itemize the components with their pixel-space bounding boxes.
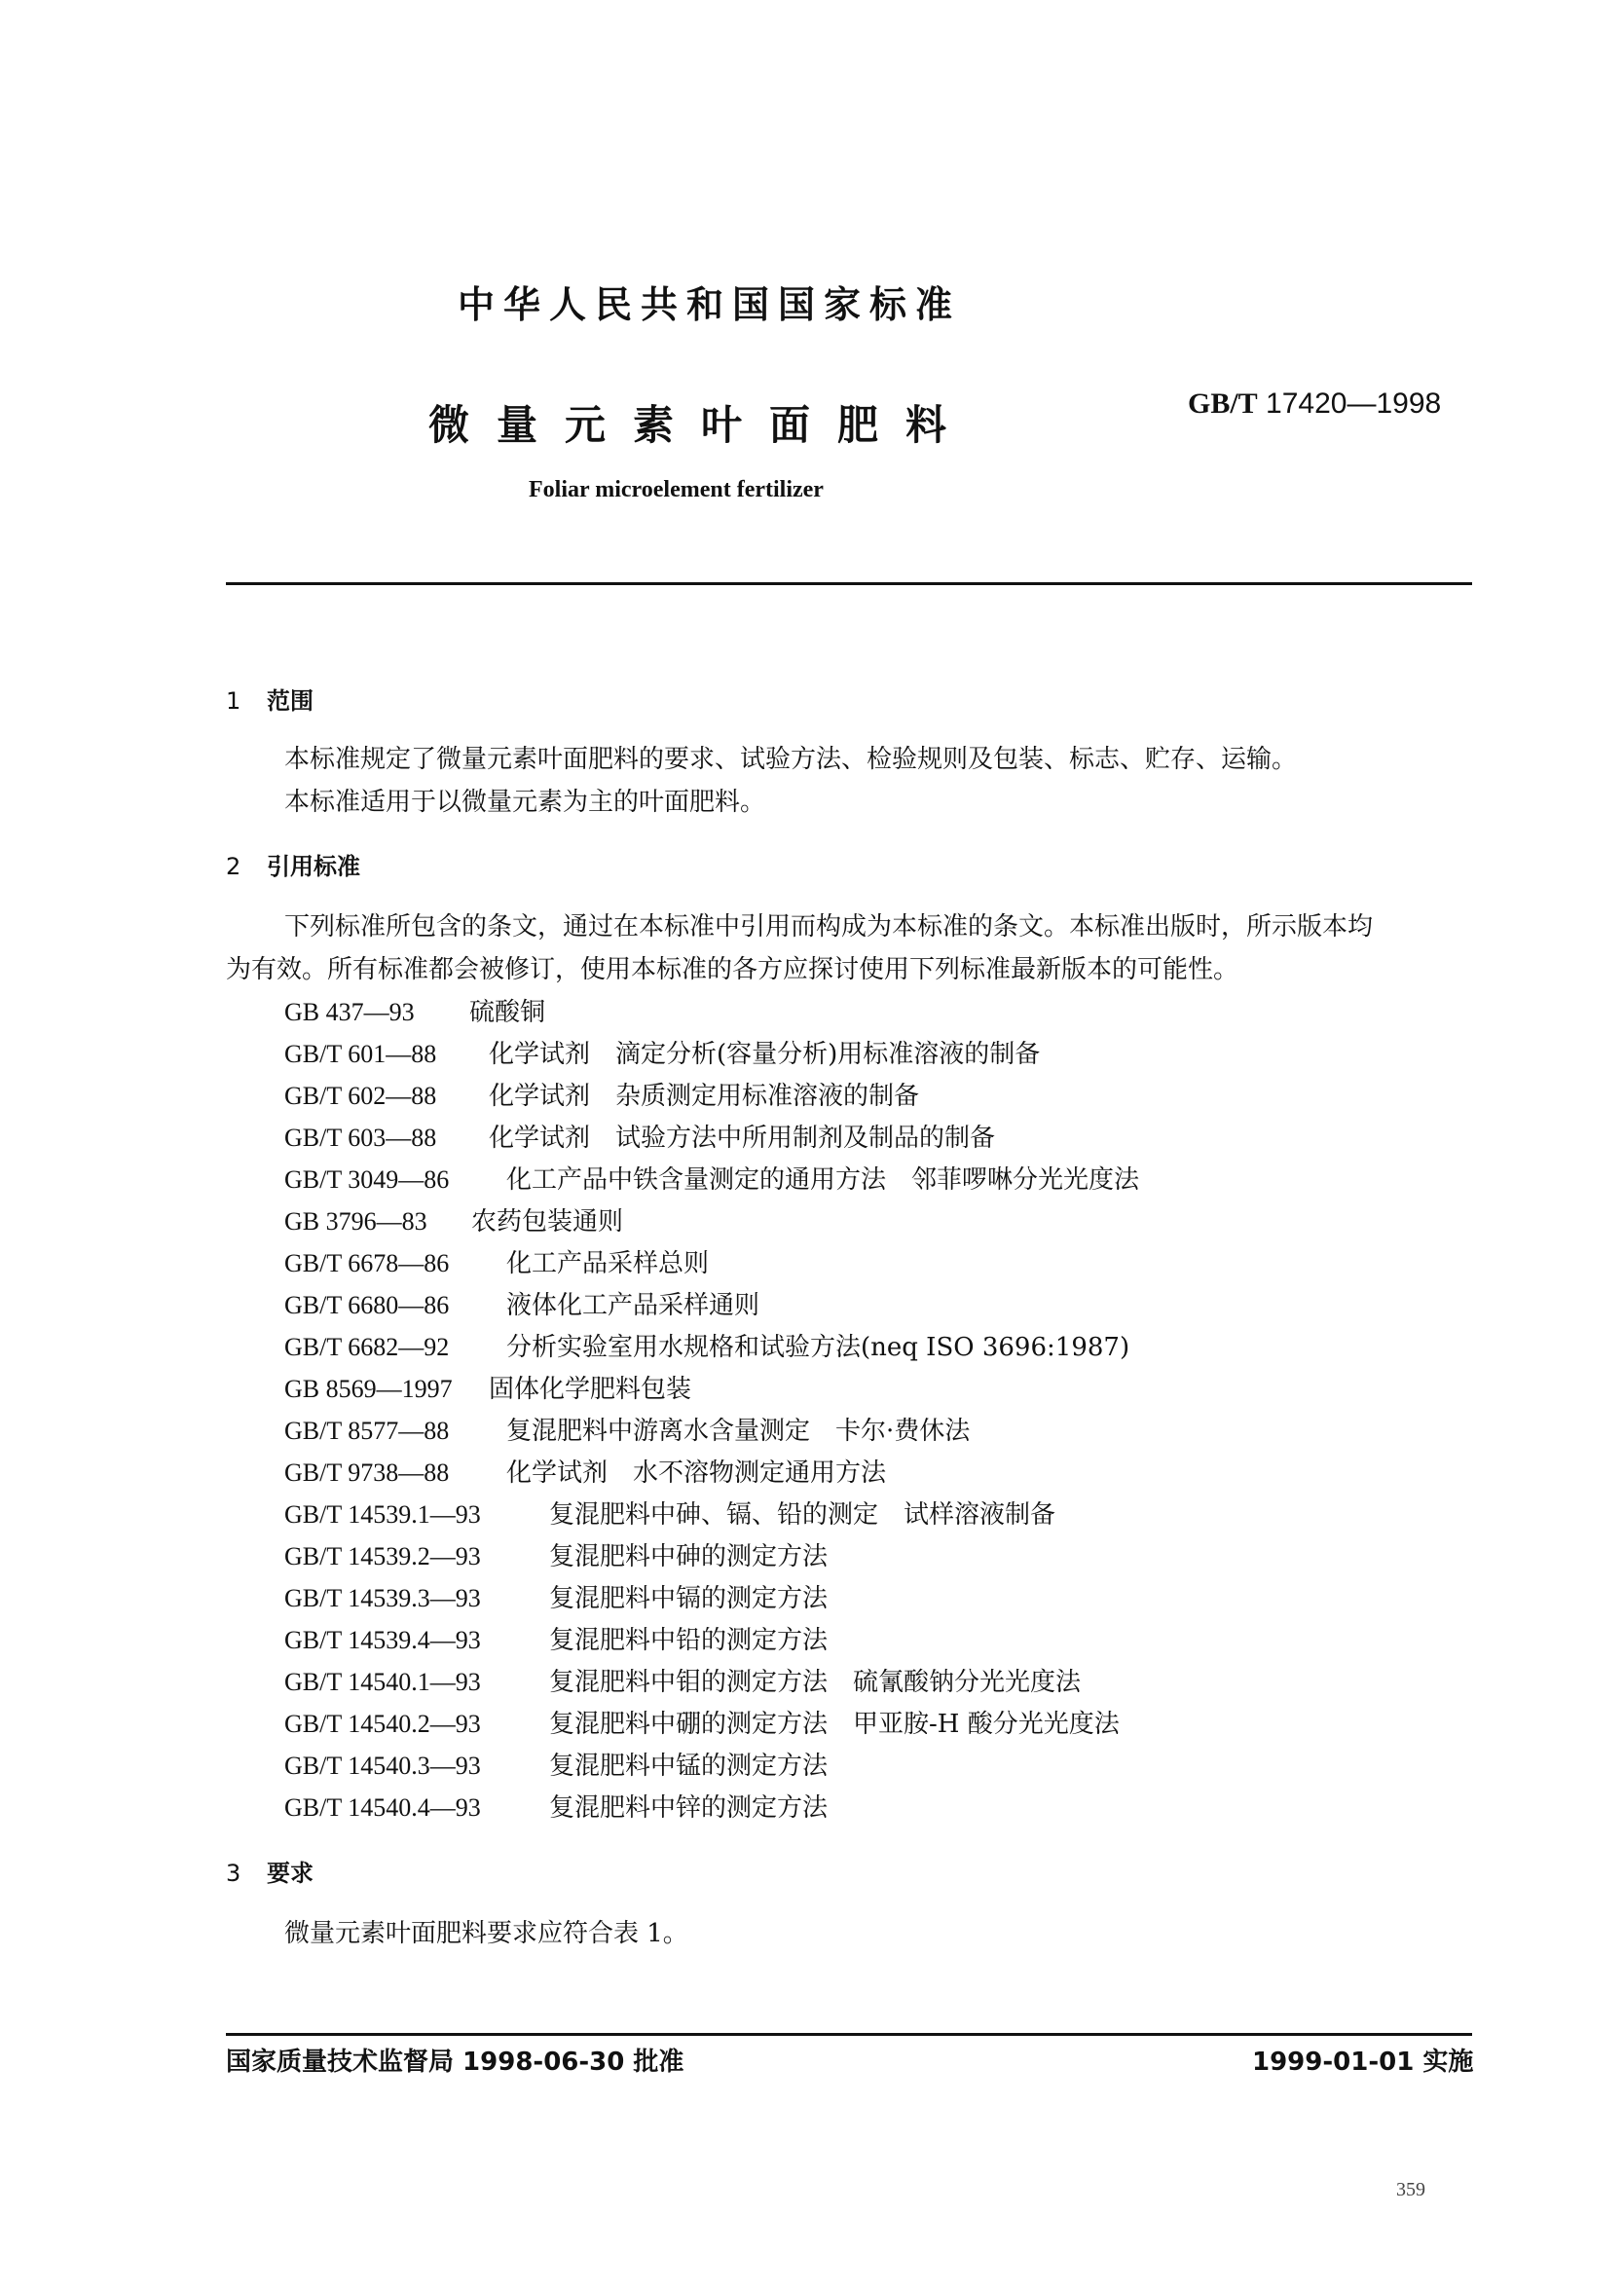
reference-code: GB/T 14539.4—93: [284, 1626, 481, 1654]
reference-code: GB/T 9738—88: [284, 1458, 450, 1487]
reference-item: [284, 1661, 1081, 1704]
reference-title: 复混肥料中硼的测定方法 甲亚胺-H 酸分光光度法: [549, 1710, 1120, 1739]
reference-item: [284, 1075, 919, 1118]
section-1-number: 1: [226, 687, 241, 715]
english-title: Foliar microelement fertilizer: [529, 477, 824, 502]
reference-title: 化工产品采样总则: [506, 1249, 710, 1278]
reference-code: GB/T 14539.3—93: [284, 1584, 481, 1612]
reference-code: GB/T 8577—88: [284, 1417, 450, 1445]
reference-code: GB/T 14539.1—93: [284, 1500, 481, 1529]
section-2-title: 引用标准: [267, 853, 360, 880]
reference-item: [284, 1494, 1055, 1536]
reference-item: [284, 1242, 709, 1285]
reference-code: GB/T 3049—86: [284, 1165, 450, 1194]
section-1-paragraph-1: 本标准规定了微量元素叶面肥料的要求、试验方法、检验规则及包装、标志、贮存、运输。: [284, 745, 1298, 774]
reference-code: GB 437—93: [284, 998, 415, 1026]
reference-item: [284, 1452, 886, 1495]
section-3-title: 要求: [267, 1860, 314, 1887]
reference-item: [284, 1159, 1139, 1201]
reference-item: [284, 1410, 970, 1453]
reference-title: 复混肥料中镉的测定方法: [549, 1584, 829, 1613]
section-3-heading: [226, 1854, 314, 1888]
reference-title: 分析实验室用水规格和试验方法(neq ISO 3696:1987): [506, 1333, 1130, 1362]
reference-title: 复混肥料中砷的测定方法: [549, 1542, 829, 1571]
reference-title: 化工产品中铁含量测定的通用方法 邻菲啰啉分光光度法: [506, 1165, 1140, 1195]
section-2-number: 2: [226, 853, 241, 880]
section-3-paragraph-1: 微量元素叶面肥料要求应符合表 1。: [284, 1919, 688, 1948]
section-1-heading: [226, 682, 314, 716]
standard-code-prefix: GB/T: [1188, 388, 1258, 420]
reference-item: [284, 1117, 995, 1160]
section-1-paragraph-2: 本标准适用于以微量元素为主的叶面肥料。: [284, 788, 766, 817]
reference-code: GB/T 14540.2—93: [284, 1710, 481, 1738]
reference-title: 农药包装通则: [471, 1207, 624, 1237]
reference-title: 复混肥料中铅的测定方法: [549, 1626, 829, 1655]
approval-date: 国家质量技术监督局 1998-06-30 批准: [226, 2048, 684, 2077]
reference-item: [284, 1745, 828, 1788]
reference-title: 复混肥料中游离水含量测定 卡尔·费休法: [506, 1417, 971, 1446]
reference-code: GB/T 601—88: [284, 1040, 437, 1068]
page-number: 359: [1396, 2179, 1425, 2200]
reference-title: 化学试剂 水不溶物测定通用方法: [506, 1458, 887, 1488]
reference-code: GB/T 14539.2—93: [284, 1542, 481, 1570]
reference-code: GB/T 602—88: [284, 1082, 437, 1110]
reference-item: [284, 1284, 759, 1327]
reference-code: GB/T 6682—92: [284, 1333, 450, 1361]
reference-item: [284, 1200, 623, 1243]
reference-item: [284, 1368, 691, 1411]
reference-code: GB 3796—83: [284, 1207, 427, 1236]
reference-title: 复混肥料中锌的测定方法: [549, 1793, 829, 1823]
section-2-paragraph-2: 为有效。所有标准都会被修订，使用本标准的各方应探讨使用下列标准最新版本的可能性。: [226, 955, 1239, 984]
reference-title: 硫酸铜: [469, 998, 546, 1027]
reference-code: GB/T 14540.3—93: [284, 1752, 481, 1780]
reference-title: 化学试剂 杂质测定用标准溶液的制备: [489, 1082, 920, 1111]
section-3-number: 3: [226, 1860, 241, 1887]
reference-title: 复混肥料中钼的测定方法 硫氰酸钠分光光度法: [549, 1668, 1082, 1697]
section-2-paragraph-1: 下列标准所包含的条文，通过在本标准中引用而构成为本标准的条文。本标准出版时，所示版本均: [284, 912, 1374, 941]
reference-item: [284, 1577, 828, 1620]
reference-title: 液体化工产品采样通则: [506, 1291, 760, 1320]
header-divider: [226, 582, 1472, 585]
reference-title: 复混肥料中砷、镉、铅的测定 试样溶液制备: [549, 1500, 1056, 1530]
section-2-heading: [226, 847, 360, 881]
standard-code-number: 17420—1998: [1266, 388, 1442, 420]
footer-divider: [226, 2033, 1472, 2036]
reference-item: [284, 1326, 1129, 1369]
national-standard-heading: 中华人民共和国国家标准: [458, 283, 962, 326]
reference-item: [284, 1535, 828, 1578]
implementation-date: 1999-01-01 实施: [1252, 2048, 1474, 2077]
reference-code: GB 8569—1997: [284, 1375, 453, 1403]
reference-code: GB/T 6678—86: [284, 1249, 450, 1277]
reference-title: 复混肥料中锰的测定方法: [549, 1752, 829, 1781]
reference-code: GB/T 14540.4—93: [284, 1793, 481, 1822]
reference-item: [284, 991, 545, 1034]
reference-item: [284, 1033, 1040, 1076]
reference-item: [284, 1787, 828, 1829]
reference-title: 化学试剂 试验方法中所用制剂及制品的制备: [489, 1124, 996, 1153]
reference-code: GB/T 6680—86: [284, 1291, 450, 1319]
reference-item: [284, 1619, 828, 1662]
reference-code: GB/T 603—88: [284, 1124, 437, 1152]
standard-code: [1188, 388, 1441, 421]
section-1-title: 范围: [267, 687, 314, 715]
reference-title: 化学试剂 滴定分析(容量分析)用标准溶液的制备: [489, 1040, 1041, 1069]
reference-item: [284, 1703, 1120, 1746]
reference-code: GB/T 14540.1—93: [284, 1668, 481, 1696]
standard-title: 微量元素叶面肥料: [428, 401, 975, 449]
reference-title: 固体化学肥料包装: [489, 1375, 692, 1404]
